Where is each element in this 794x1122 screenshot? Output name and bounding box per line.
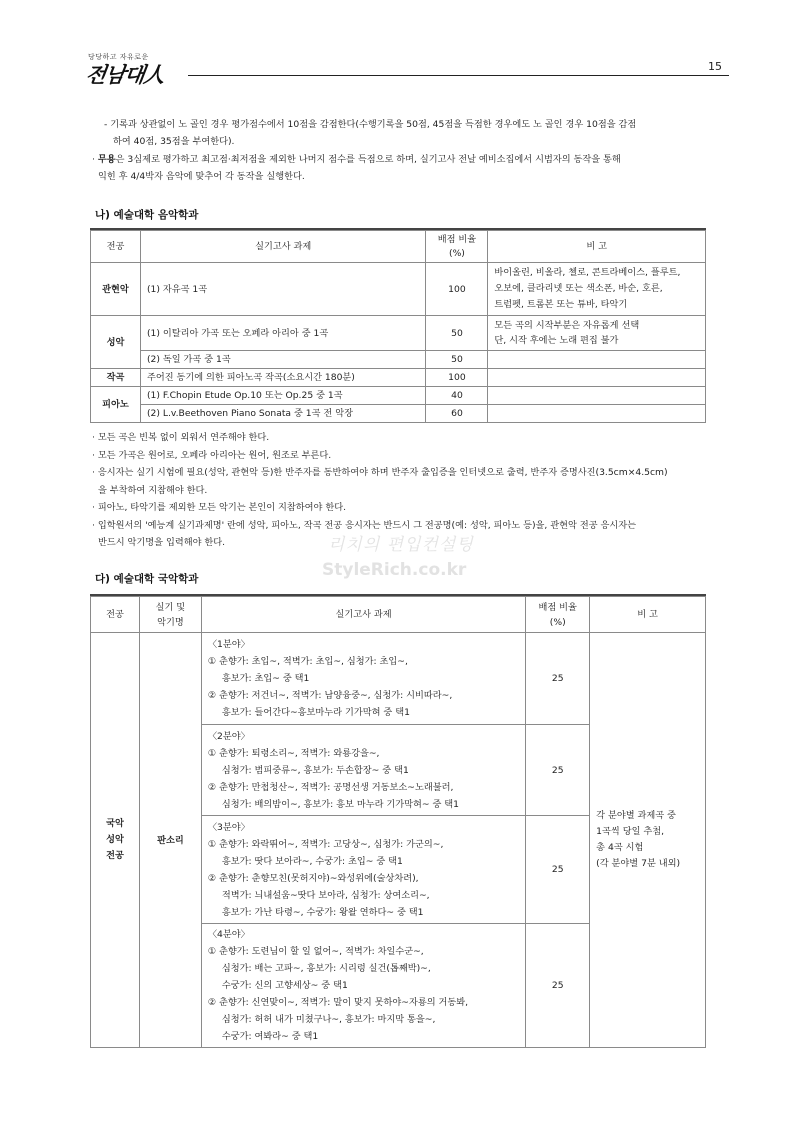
music-table [90, 230, 706, 423]
header-instrument: 실기 및 악기명 [139, 597, 201, 633]
logo-tagline: 당당하고 자유로운 [88, 53, 149, 61]
major-cell: 관현악 [91, 263, 141, 316]
table-row [91, 405, 706, 423]
header-major: 전공 [91, 231, 141, 263]
task-cell: 〈4분야〉 ① 춘향가: 도련님이 할 일 없어~, 적벽가: 차일수군~, 심청가: 배는 고파~, 흥보가: 시리렁 실건(톱째박)~, 수궁가: 신의 고향세상~ 중 택1 ② 춘향가: 신연맞이~, 적벽가: 말이 맞지 못하야~자룡의 거동봐, 심청가: 허허 내가 미쳤구나~, 흥보가: 마지막 통을~, 수궁가: 여봐라~ 중 택1 [201, 924, 525, 1048]
music-note-3: · 응시자는 실기 시험에 필요(성악, 관현악 등)한 반주자를 동반하여야 하며 반주자 출입증을 인터넷으로 출력, 반주자 증명사진(3.5cm×4.5cm) [92, 467, 668, 478]
header-task: 실기고사 과제 [201, 597, 525, 633]
major-cell: 성악 [91, 316, 141, 369]
ratio-cell: 25 [526, 633, 590, 725]
task-cell: (1) 이탈리아 가곡 또는 오페라 아리아 중 1곡 [140, 316, 426, 351]
task-cell: (1) F.Chopin Etude Op.10 또는 Op.25 중 1곡 [140, 387, 426, 405]
task-cell: (2) L.v.Beethoven Piano Sonata 중 1곡 전 악장 [140, 405, 426, 423]
music-note-5: · 입학원서의 '예능계 실기과제명' 란에 성악, 피아노, 작곡 전공 응시자는 반드시 그 전공명(예: 성악, 피아노 등)을, 관현악 전공 응시자는 [92, 520, 636, 531]
header-rule [188, 75, 729, 76]
table-header-row [91, 231, 706, 263]
music-note-4: · 피아노, 타악기를 제외한 모든 악기는 본인이 지참하여야 한다. [92, 502, 347, 513]
note-cell [488, 369, 706, 387]
table-header-row [91, 597, 706, 633]
table-row [91, 263, 706, 316]
section-heading: 〈1분야〉 [207, 639, 250, 650]
section-title-music: 나) 예술대학 음악학과 [95, 209, 199, 221]
logo: 전남대人 [84, 62, 166, 87]
music-note-1: · 모든 곡은 빈복 없이 외워서 연주해야 한다. [92, 432, 270, 443]
ratio-cell: 25 [526, 924, 590, 1048]
dance-line-2: 익힌 후 4/4박자 음악에 맞추어 각 동작을 실행한다. [98, 171, 305, 182]
major-cell: 피아노 [91, 387, 141, 423]
header-note: 비 고 [590, 597, 706, 633]
music-note-2: · 모든 가곡은 원어로, 오페라 아리아는 원어, 원조로 부른다. [92, 450, 332, 461]
ratio-cell: 50 [426, 351, 488, 369]
ratio-cell: 100 [426, 263, 488, 316]
watermark-url: StyleRich.co.kr [322, 560, 467, 580]
ratio-cell: 40 [426, 387, 488, 405]
intro-line-2: 하여 40점, 35점을 부여한다). [113, 136, 235, 147]
table-row [91, 633, 706, 725]
table-row [91, 316, 706, 351]
table-row [91, 369, 706, 387]
ratio-cell: 100 [426, 369, 488, 387]
table-row [91, 351, 706, 369]
task-cell: 〈2분야〉 ① 춘향가: 퇴령소리~, 적벽가: 와룡강을~, 심청가: 범피중류~, 흥보가: 두손합장~ 중 택1 ② 춘향가: 만첩청산~, 적벽가: 공명선생 거동보소~노래불러, 심청가: 배의밤이~, 흥보가: 흥보 마누라 기가막혀~ 중 택1 [201, 725, 525, 816]
note-cell: 모든 곡의 시작부분은 자유롭게 선택 단, 시작 후에는 노래 편집 불가 [488, 316, 706, 351]
dance-text: 은 3심제로 평가하고 최고점·최저점을 제외한 나머지 점수를 득점으로 하며, 실기고사 전날 예비소집에서 시범자의 동작을 통해 [115, 154, 621, 165]
ratio-cell: 50 [426, 316, 488, 351]
major-cell: 작곡 [91, 369, 141, 387]
table-row [91, 387, 706, 405]
note-cell [488, 405, 706, 423]
watermark-text: 리치의 편입컨설팅 [328, 535, 474, 555]
korean-table [90, 596, 706, 1048]
dance-paragraph [92, 151, 621, 169]
note-cell: 바이올린, 비올라, 첼로, 콘트라베이스, 플루트, 오보에, 클라리넷 또는 색소폰, 바순, 호른, 트럼펫, 트롬본 또는 튜바, 타악기 [488, 263, 706, 316]
note-cell: 각 분야별 과제곡 중 1곡씩 당일 추첨, 총 4곡 시험 (각 분야별 7분 내외) [590, 633, 706, 1048]
ratio-cell: 25 [526, 725, 590, 816]
music-note-3b: 을 부착하여 지참해야 한다. [98, 485, 208, 496]
section-title-korean: 다) 예술대학 국악학과 [95, 573, 199, 585]
instrument-cell: 판소리 [139, 633, 201, 1048]
major-cell: 국악 성악 전공 [91, 633, 140, 1048]
bullet: · [92, 154, 95, 165]
task-cell: (2) 독일 가곡 중 1곡 [140, 351, 426, 369]
task-cell: (1) 자유곡 1곡 [140, 263, 426, 316]
dance-label: 무용 [97, 154, 116, 165]
task-cell: 주어진 동기에 의한 피아노곡 작곡(소요시간 180분) [140, 369, 426, 387]
ratio-cell: 60 [426, 405, 488, 423]
header-task: 실기고사 과제 [140, 231, 426, 263]
intro-line-1: - 기록과 상관없이 노 골인 경우 평가점수에서 10점을 감점한다(수행기록을 50점, 45점을 득점한 경우에도 노 골인 경우 10점을 감점 [104, 119, 637, 130]
header-ratio: 배점 비율 (%) [526, 597, 590, 633]
header-note: 비 고 [488, 231, 706, 263]
note-cell [488, 351, 706, 369]
note-cell [488, 387, 706, 405]
task-cell: 〈1분야〉 ① 춘향가: 초입~, 적벽가: 초입~, 심청가: 초입~, 흥보가: 초입~ 중 택1 ② 춘향가: 저건너~, 적벽가: 남양융중~, 심청가: 시비따라~, 흥보가: 들어간다~흥보마누라 기가막혀 중 택1 [201, 633, 525, 725]
section-heading: 〈2분야〉 [207, 730, 250, 742]
section-heading: 〈4분야〉 [207, 929, 250, 940]
page-number: 15 [708, 60, 722, 73]
ratio-cell: 25 [526, 816, 590, 924]
section-heading: 〈3분야〉 [207, 821, 250, 833]
task-cell: 〈3분야〉 ① 춘향가: 와락뛰어~, 적벽가: 고당상~, 심청가: 가군의~, 흥보가: 땃다 보아라~, 수궁가: 초입~ 중 택1 ② 춘향가: 춘향모친(못허지야)~와성위에(술상차려), 적벽가: 늬내설움~땃다 보아라, 심청가: 상여소리~, 흥보가: 가난 타령~, 수궁가: 왕왈 연하다~ 중 택1 [201, 816, 525, 924]
music-note-5b: 반드시 악기명을 입력해야 한다. [98, 537, 226, 548]
header-ratio: 배점 비율 (%) [426, 231, 488, 263]
header-major: 전공 [91, 597, 140, 633]
